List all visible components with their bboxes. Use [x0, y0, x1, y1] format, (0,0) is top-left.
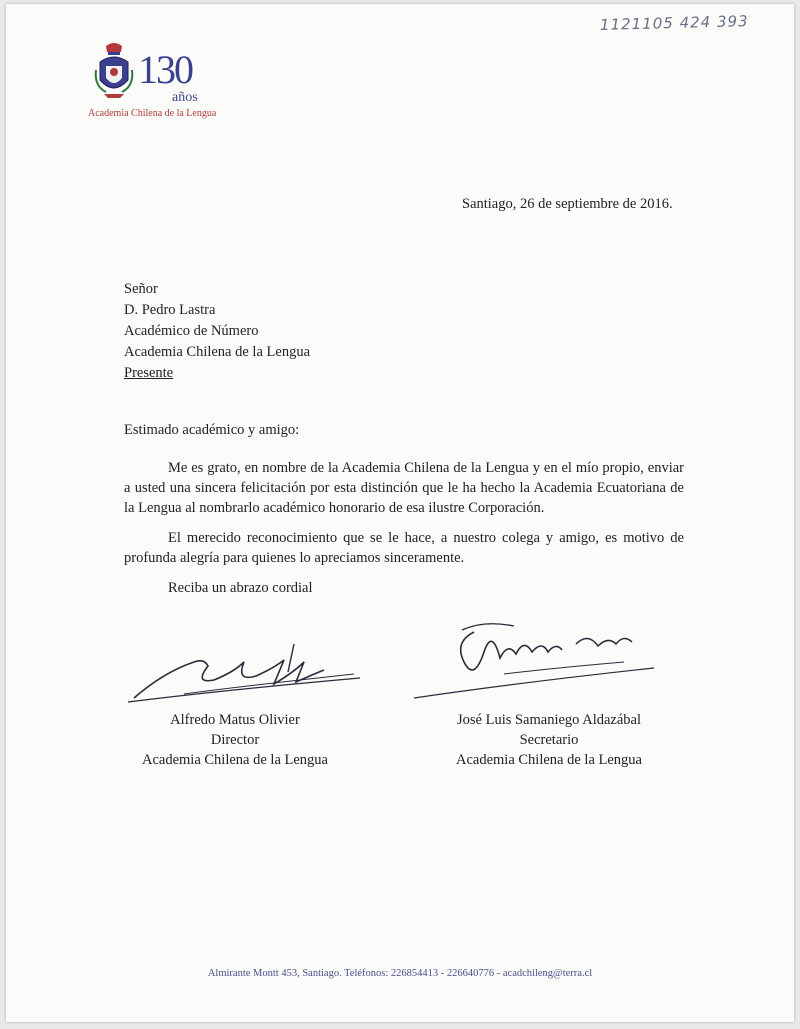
greeting: Estimado académico y amigo: [124, 422, 300, 438]
signatory-1 [124, 710, 346, 770]
signatory-2-org: Academia Chilena de la Lengua [455, 752, 642, 768]
paragraph-2: El merecido reconocimiento que se le hace, a nuestro colega y amigo, es motivo de profunda alegría para quienes lo apreciamos sinceramente. [124, 530, 684, 566]
signatory-1-name: Alfredo Matus Olivier [170, 712, 300, 728]
logo-years: años [172, 90, 198, 105]
archive-number: 1121105 424 393 [599, 12, 749, 34]
signatory-2 [424, 710, 674, 770]
crest-icon [94, 40, 134, 106]
recipient-address [124, 279, 310, 384]
recipient-line-1: Señor [124, 281, 158, 297]
logo-number: 130 [138, 47, 192, 92]
closing: Reciba un abrazo cordial [168, 580, 313, 596]
signatory-1-role: Director [210, 732, 260, 748]
logo-name: Academia Chilena de la Lengua [88, 108, 217, 119]
signature-2 [404, 602, 664, 702]
paragraph-1: Me es grato, en nombre de la Academia Chilena de la Lengua y en el mío propio, enviar a usted una sincera felicitación por esta distinción que le ha hecho la Academia Ecuatoriana de la Lengua al nombrarlo académico honorario de esa ilustre Corporación. [124, 460, 684, 516]
recipient-line-2: D. Pedro Lastra [124, 302, 216, 318]
academy-logo [88, 40, 218, 124]
signature-1 [124, 632, 364, 712]
letter-page [6, 4, 794, 1022]
signatory-2-role: Secretario [519, 732, 579, 748]
recipient-line-3: Académico de Número [124, 323, 259, 339]
signatory-1-org: Academia Chilena de la Lengua [141, 752, 328, 768]
signatory-2-name: José Luis Samaniego Aldazábal [456, 712, 642, 728]
recipient-line-5: Presente [124, 365, 174, 381]
recipient-line-4: Academia Chilena de la Lengua [124, 344, 311, 360]
letter-date: Santiago, 26 de septiembre de 2016. [462, 196, 673, 212]
letterhead-footer: Almirante Montt 453, Santiago. Teléfonos: 226854413 - 226640776 - acadchileng@terra.cl [207, 968, 593, 979]
